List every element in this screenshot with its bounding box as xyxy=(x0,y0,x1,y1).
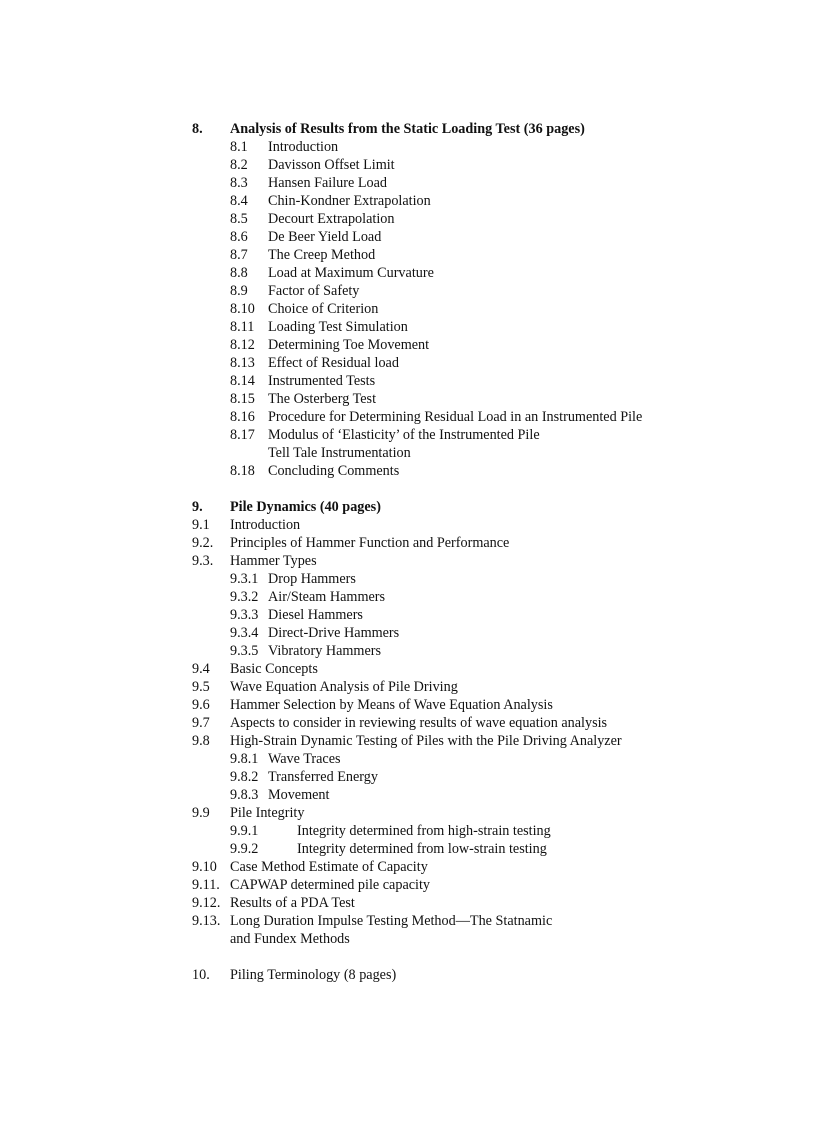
list-item xyxy=(0,318,816,336)
list-item xyxy=(0,192,816,210)
list-item xyxy=(0,678,816,696)
list-item xyxy=(0,426,816,444)
list-item xyxy=(0,588,816,606)
list-item xyxy=(0,372,816,390)
list-item xyxy=(0,750,816,768)
section-number: 8.3 xyxy=(230,175,248,191)
section-title: Concluding Comments xyxy=(268,463,400,479)
section-number: 8.14 xyxy=(230,373,255,389)
subsection-title: Integrity determined from high-strain testing xyxy=(297,823,551,839)
subsection-number: 9.9.2 xyxy=(230,841,259,857)
section-title: Choice of Criterion xyxy=(268,301,379,317)
list-item xyxy=(0,786,816,804)
section-number: 9.12. xyxy=(192,895,221,911)
section-title: Effect of Residual load xyxy=(268,355,399,371)
chapter-number: 10. xyxy=(192,967,210,983)
subsection-title: Air/Steam Hammers xyxy=(268,589,386,605)
list-item xyxy=(0,768,816,786)
section-number: 8.8 xyxy=(230,265,248,281)
list-item xyxy=(0,282,816,300)
section-title: Chin-Kondner Extrapolation xyxy=(268,193,431,209)
list-item xyxy=(0,408,816,426)
section-number: 9.13. xyxy=(192,913,221,929)
list-item xyxy=(0,660,816,678)
section-number: 8.10 xyxy=(230,301,255,317)
subsection-title: Transferred Energy xyxy=(268,769,378,785)
subsection-title: Integrity determined from low-strain testing xyxy=(297,841,547,857)
chapter-heading xyxy=(0,120,816,138)
list-item xyxy=(0,156,816,174)
section-title: Determining Toe Movement xyxy=(268,337,430,353)
section-number: 9.2. xyxy=(192,535,214,551)
section-number: 9.3. xyxy=(192,553,214,569)
chapter-title: Pile Dynamics (40 pages) xyxy=(230,499,381,515)
section-number: 9.10 xyxy=(192,859,217,875)
section-number: 8.7 xyxy=(230,247,248,263)
section-title: Factor of Safety xyxy=(268,283,360,299)
subsection-title: Movement xyxy=(268,787,330,803)
table-of-contents xyxy=(0,120,816,984)
list-item xyxy=(0,264,816,282)
section-title: The Osterberg Test xyxy=(268,391,377,407)
subsection-title: Wave Traces xyxy=(268,751,341,767)
section-title: Results of a PDA Test xyxy=(230,895,355,911)
section-title: Procedure for Determining Residual Load in an Instrumented Pile xyxy=(268,409,643,425)
chapter-heading xyxy=(0,966,816,984)
section-number: 8.18 xyxy=(230,463,255,479)
section-title: CAPWAP determined pile capacity xyxy=(230,877,431,893)
section-number: 9.7 xyxy=(192,715,210,731)
list-item xyxy=(0,606,816,624)
list-item xyxy=(0,534,816,552)
subsection-title: Direct-Drive Hammers xyxy=(268,625,400,641)
list-item xyxy=(0,336,816,354)
list-item xyxy=(0,552,816,570)
section-title: Hammer Selection by Means of Wave Equation Analysis xyxy=(230,697,553,713)
section-title: Principles of Hammer Function and Performance xyxy=(230,535,510,551)
section-number: 8.16 xyxy=(230,409,255,425)
section-title: Decourt Extrapolation xyxy=(268,211,395,227)
subsection-number: 9.3.3 xyxy=(230,607,259,623)
section-number: 8.9 xyxy=(230,283,248,299)
list-item xyxy=(0,210,816,228)
section-title: Loading Test Simulation xyxy=(268,319,408,335)
list-item xyxy=(0,228,816,246)
section-number: 9.11. xyxy=(192,877,220,893)
subsection-number: 9.3.1 xyxy=(230,571,259,587)
section-number: 8.2 xyxy=(230,157,248,173)
subsection-title: Drop Hammers xyxy=(268,571,356,587)
subsection-title: Diesel Hammers xyxy=(268,607,363,623)
subsection-number: 9.8.3 xyxy=(230,787,259,803)
section-title: Introduction xyxy=(268,139,339,155)
list-item xyxy=(0,354,816,372)
section-number: 8.5 xyxy=(230,211,248,227)
list-item xyxy=(0,876,816,894)
chapter-number: 9. xyxy=(192,499,203,515)
section-number: 8.12 xyxy=(230,337,255,353)
section-number: 9.5 xyxy=(192,679,210,695)
subsection-number: 9.9.1 xyxy=(230,823,259,839)
list-item xyxy=(0,912,816,930)
section-title: Long Duration Impulse Testing Method—The Statnamic xyxy=(230,913,553,929)
list-item xyxy=(0,624,816,642)
section-title: Pile Integrity xyxy=(230,805,305,821)
section-title: Introduction xyxy=(230,517,301,533)
list-item xyxy=(0,300,816,318)
section-title: Aspects to consider in reviewing results of wave equation analysis xyxy=(230,715,608,731)
chapter-title: Analysis of Results from the Static Loading Test (36 pages) xyxy=(230,121,585,137)
section-number: 8.15 xyxy=(230,391,255,407)
list-item xyxy=(0,696,816,714)
section-number: 9.8 xyxy=(192,733,210,749)
section-title: and Fundex Methods xyxy=(230,931,350,947)
chapter-number: 8. xyxy=(192,121,203,137)
subsection-number: 9.8.2 xyxy=(230,769,259,785)
section-title: Hammer Types xyxy=(230,553,317,569)
section-title: Load at Maximum Curvature xyxy=(268,265,434,281)
list-item xyxy=(0,714,816,732)
section-title: The Creep Method xyxy=(268,247,376,263)
list-item xyxy=(0,840,816,858)
section-title: Case Method Estimate of Capacity xyxy=(230,859,428,875)
section-title: Basic Concepts xyxy=(230,661,318,677)
list-item xyxy=(0,174,816,192)
list-item xyxy=(0,642,816,660)
section-title: High-Strain Dynamic Testing of Piles with the Pile Driving Analyzer xyxy=(230,733,622,749)
section-number: 8.1 xyxy=(230,139,248,155)
section-number: 9.4 xyxy=(192,661,210,677)
list-item xyxy=(0,246,816,264)
section-number: 8.4 xyxy=(230,193,248,209)
section-title: Modulus of ‘Elasticity’ of the Instrumented Pile xyxy=(268,427,540,443)
list-item xyxy=(0,732,816,750)
list-item xyxy=(0,894,816,912)
list-item-continuation xyxy=(0,444,816,462)
list-item xyxy=(0,516,816,534)
list-item xyxy=(0,858,816,876)
list-item-continuation xyxy=(0,930,816,948)
section-number: 8.17 xyxy=(230,427,255,443)
subsection-number: 9.8.1 xyxy=(230,751,259,767)
list-item xyxy=(0,390,816,408)
subsection-number: 9.3.2 xyxy=(230,589,259,605)
section-number: 8.6 xyxy=(230,229,248,245)
section-title: De Beer Yield Load xyxy=(268,229,382,245)
section-title: Wave Equation Analysis of Pile Driving xyxy=(230,679,458,695)
list-item xyxy=(0,822,816,840)
list-item xyxy=(0,570,816,588)
chapter-heading xyxy=(0,498,816,516)
list-item xyxy=(0,138,816,156)
section-title: Instrumented Tests xyxy=(268,373,376,389)
section-title: Tell Tale Instrumentation xyxy=(268,445,411,461)
section-title: Hansen Failure Load xyxy=(268,175,387,191)
section-title: Davisson Offset Limit xyxy=(268,157,395,173)
section-number: 8.13 xyxy=(230,355,255,371)
section-number: 9.9 xyxy=(192,805,210,821)
section-number: 9.6 xyxy=(192,697,210,713)
list-item xyxy=(0,462,816,480)
chapter-title: Piling Terminology (8 pages) xyxy=(230,967,397,983)
subsection-title: Vibratory Hammers xyxy=(268,643,382,659)
subsection-number: 9.3.4 xyxy=(230,625,259,641)
section-number: 8.11 xyxy=(230,319,255,335)
section-number: 9.1 xyxy=(192,517,210,533)
subsection-number: 9.3.5 xyxy=(230,643,259,659)
list-item xyxy=(0,804,816,822)
